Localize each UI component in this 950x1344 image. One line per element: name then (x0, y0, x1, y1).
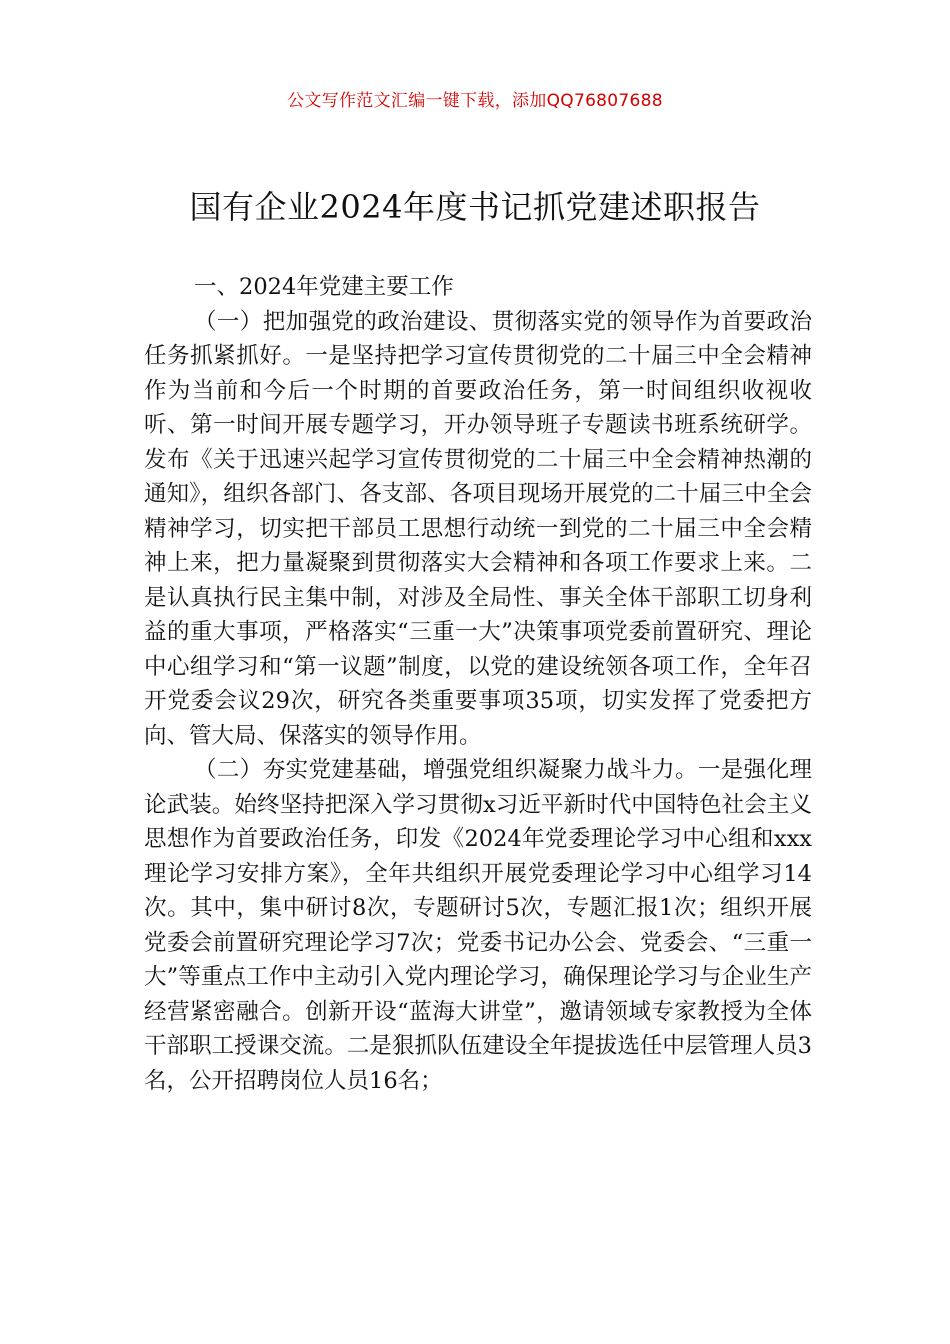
document-body (144, 270, 812, 1098)
document-title: 国有企业2024年度书记抓党建述职报告 (189, 188, 761, 226)
section-heading: 一、2024年党建主要工作 (194, 274, 454, 300)
download-promo-note: 公文写作范文汇编一键下载，添加QQ76807688 (287, 91, 663, 111)
paragraph-party-foundation: （二）夯实党建基础，增强党组织凝聚力战斗力。一是强化理论武装。始终坚持把深入学习贯彻x习近平新时代中国特色社会主义思想作为首要政治任务，印发《2024年党委理论学习中心组和xxx理论学习安排方案》，全年共组织开展党委理论学习中心组学习14次。其中，集中研讨8次，专题研讨5次，专题汇报1次；组织开展党委会前置研究理论学习7次；党委书记办公会、党委会、“三重一大”等重点工作中主动引入党内理论学习，确保理论学习与企业生产经营紧密融合。创新开设“蓝海大讲堂”，邀请领域专家教授为全体干部职工授课交流。二是狠抓队伍建设全年提拔选任中层管理人员3名，公开招聘岗位人员16名； (144, 757, 812, 1094)
paragraph-political-construction: （一）把加强党的政治建设、贯彻落实党的领导作为首要政治任务抓紧抓好。一是坚持把学习宣传贯彻党的二十届三中全会精神作为当前和今后一个时期的首要政治任务，第一时间组织收视收听、第一时间开展专题学习，开办领导班子专题读书班系统研学。发布《关于迅速兴起学习宣传贯彻党的二十届三中全会精神热潮的通知》，组织各部门、各支部、各项目现场开展党的二十届三中全会精神学习，切实把干部员工思想行动统一到党的二十届三中全会精神上来，把力量凝聚到贯彻落实大会精神和各项工作要求上来。二是认真执行民主集中制，对涉及全局性、事关全体干部职工切身利益的重大事项，严格落实“三重一大”决策事项党委前置研究、理论中心组学习和“第一议题”制度，以党的建设统领各项工作，全年召开党委会议29次，研究各类重要事项35项，切实发挥了党委把方向、管大局、保落实的领导作用。 (144, 308, 812, 749)
